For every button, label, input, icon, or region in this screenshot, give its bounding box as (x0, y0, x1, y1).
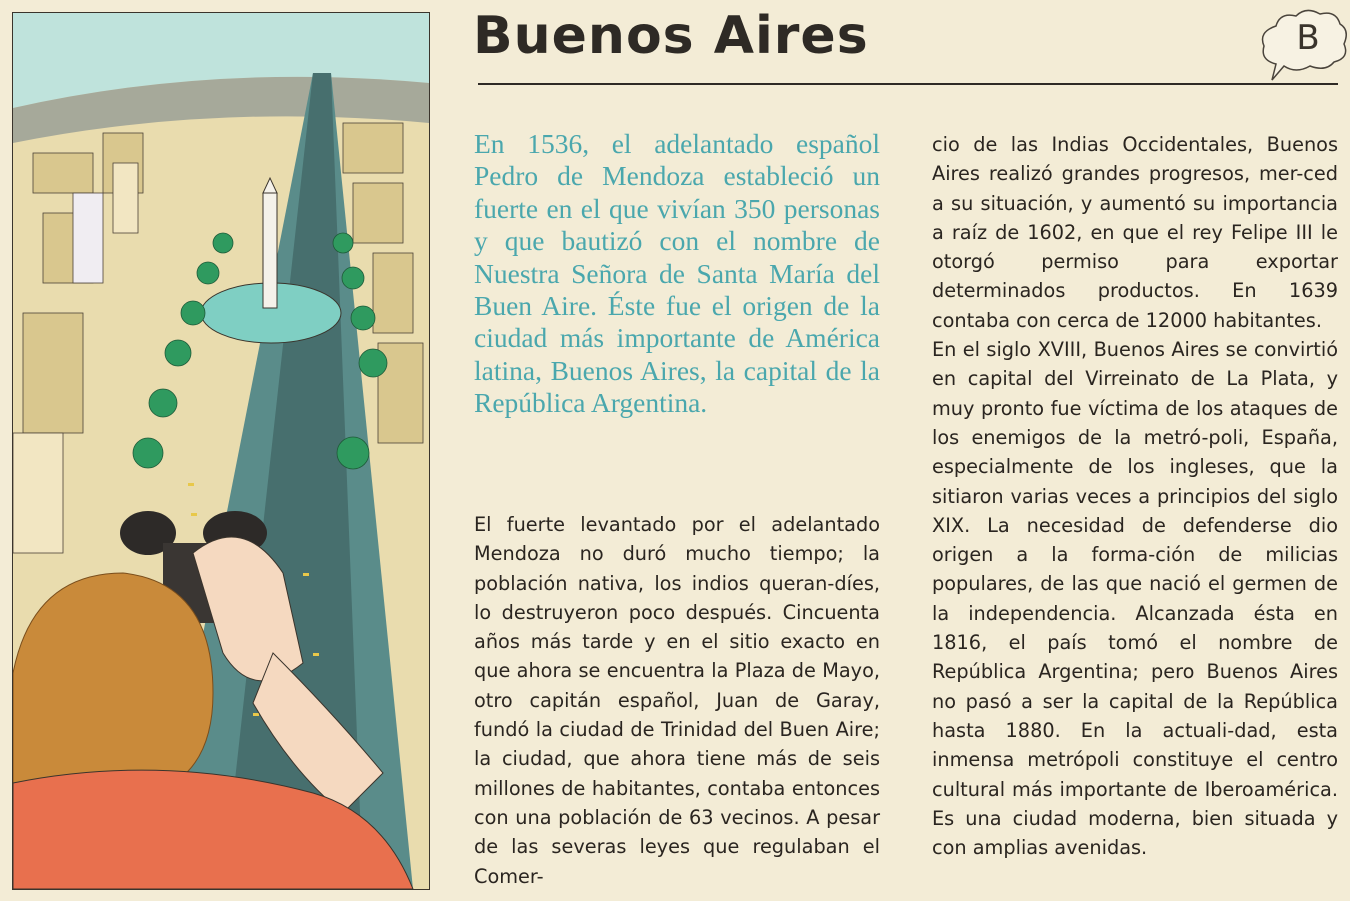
body-column-2-paragraph-2: En el siglo XVIII, Buenos Aires se convirtió en capital del Virreinato de La Plata, y muy pronto fue víctima de los ataques de los enemigos de la metró-poli, España, especialmente de los ingleses, que la sitiaron varias veces a principios del siglo XIX. La necesidad de defenderse dio origen a la forma-ción de milicias populares, de las que nació el germen de la independencia. Alcanzada ésta en 1816, el país tomó el nombre de República Argentina; pero Buenos Aires no pasó a ser la capital de la República hasta 1880. En la actuali-dad, esta inmensa metrópoli constituye el centro cultural más importante de Iberoamérica. Es una ciudad moderna, bien situada y con amplias avenidas. (932, 338, 1338, 860)
body-column-1-paragraph: El fuerte levantado por el adelantado Mendoza no duró mucho tiempo; la población nativa, los indios queran-díes, lo destruyeron poco después. Cincuenta años más tarde y en el sitio exacto en que ahora se encuentra la Plaza de Mayo, otro capitán español, Juan de Garay, fundó la ciudad de Trinidad del Buen Aire; la ciudad, que ahora tiene más de seis millones de habitantes, contaba entonces con una población de 63 vecinos. A pesar de las severas leyes que regulaban el Comer- (474, 513, 880, 888)
section-letter: B (1296, 18, 1320, 58)
aerial-city-binoculars-illustration-icon (13, 13, 429, 889)
body-column-2 (932, 130, 1338, 862)
body-column-2-paragraph-1: cio de las Indias Occidentales, Buenos Aires realizó grandes progresos, mer-ced a su situación, y aumentó su importancia a raíz de 1602, en que el rey Felipe III le otorgó permiso para exportar determinados productos. En 1639 contaba con cerca de 12000 habitantes. (932, 133, 1338, 332)
title-divider (478, 83, 1338, 85)
city-illustration (12, 12, 430, 890)
page-title: Buenos Aires (473, 6, 869, 66)
intro-paragraph: En 1536, el adelantado español Pedro de Mendoza estableció un fuerte en el que vivían 350 personas y que bautizó con el nombre de Nuestra Señora de Santa María del Buen Aire. Éste fue el origen de la ciudad más importante de América latina, Buenos Aires, la capital de la República Argentina. (474, 128, 880, 419)
